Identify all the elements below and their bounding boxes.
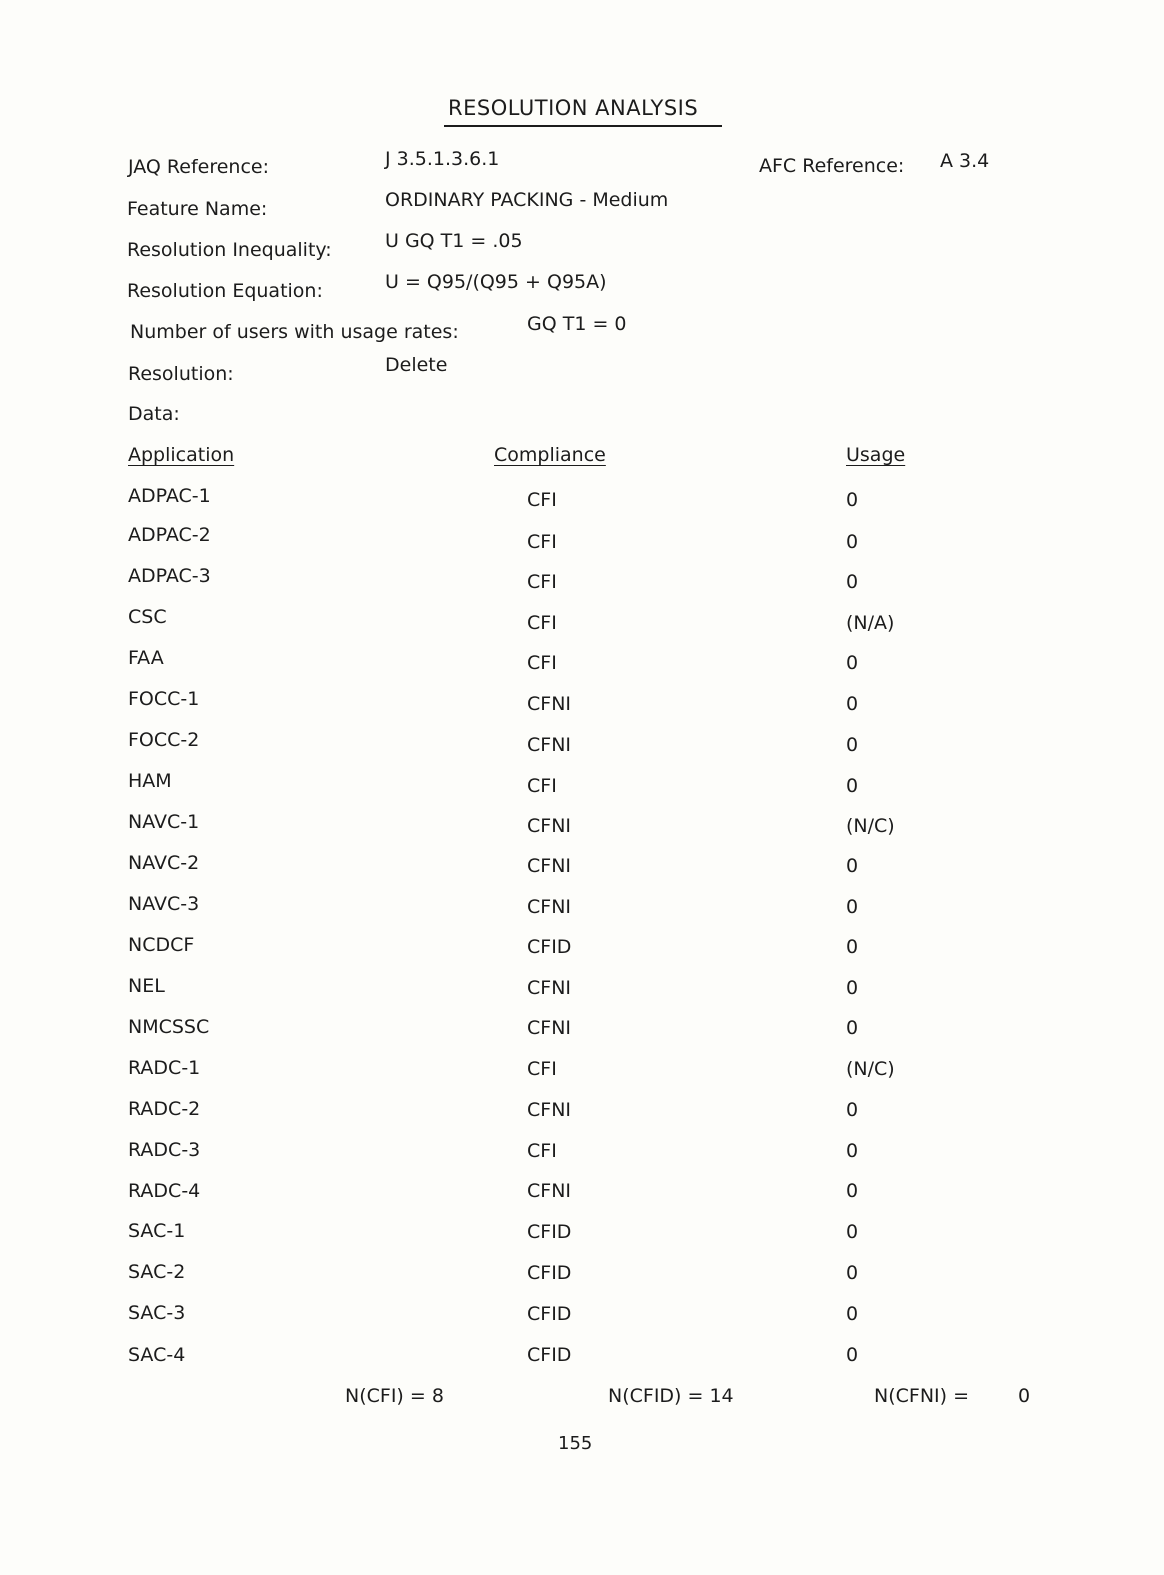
usage-cell: 0 [846, 896, 859, 918]
usage-cell: 0 [846, 734, 859, 756]
compliance-cell: CFI [527, 531, 557, 553]
total-cfni-value: 0 [1018, 1385, 1031, 1407]
afc-reference-value: A 3.4 [940, 150, 990, 172]
compliance-cell: CFNI [527, 734, 572, 756]
resolution-inequality-label: Resolution Inequality: [127, 239, 332, 261]
resolution-equation-label: Resolution Equation: [127, 280, 323, 302]
application-cell: RADC-2 [128, 1098, 201, 1120]
compliance-cell: CFNI [527, 855, 572, 877]
application-cell: SAC-2 [128, 1261, 186, 1283]
column-header-application: Application [128, 444, 235, 466]
usage-cell: 0 [846, 693, 859, 715]
jaq-reference-label: JAQ Reference: [128, 156, 270, 178]
usage-cell: 0 [846, 977, 859, 999]
application-cell: ADPAC-3 [128, 565, 211, 587]
compliance-cell: CFNI [527, 815, 572, 837]
compliance-cell: CFNI [527, 977, 572, 999]
column-header-usage: Usage [846, 444, 906, 466]
application-cell: NAVC-1 [128, 811, 200, 833]
application-cell: NAVC-2 [128, 852, 200, 874]
usage-cell: 0 [846, 1344, 859, 1366]
compliance-cell: CFI [527, 1058, 557, 1080]
application-cell: CSC [128, 606, 167, 628]
compliance-cell: CFNI [527, 896, 572, 918]
usage-cell: 0 [846, 1221, 859, 1243]
application-cell: RADC-1 [128, 1057, 201, 1079]
application-cell: FOCC-2 [128, 729, 200, 751]
resolution-label: Resolution: [128, 363, 234, 385]
users-usage-label: Number of users with usage rates: [130, 321, 459, 343]
usage-cell: 0 [846, 489, 859, 511]
application-cell: HAM [128, 770, 172, 792]
total-cfni-label: N(CFNI) = [874, 1385, 970, 1407]
usage-cell: 0 [846, 1303, 859, 1325]
usage-cell: 0 [846, 652, 859, 674]
feature-name-label: Feature Name: [127, 198, 268, 220]
column-header-compliance: Compliance [494, 444, 606, 466]
application-cell: NAVC-3 [128, 893, 200, 915]
application-cell: SAC-4 [128, 1344, 186, 1366]
usage-cell: 0 [846, 936, 859, 958]
compliance-cell: CFNI [527, 1180, 572, 1202]
compliance-cell: CFI [527, 652, 557, 674]
page-title: RESOLUTION ANALYSIS [448, 96, 699, 120]
title-underline [444, 125, 722, 127]
afc-reference-label: AFC Reference: [759, 155, 905, 177]
feature-name-value: ORDINARY PACKING - Medium [385, 189, 669, 211]
compliance-cell: CFID [527, 1303, 572, 1325]
usage-cell: 0 [846, 531, 859, 553]
usage-cell: 0 [846, 1017, 859, 1039]
jaq-reference-value: J 3.5.1.3.6.1 [385, 148, 500, 170]
application-cell: SAC-3 [128, 1302, 186, 1324]
usage-cell: 0 [846, 571, 859, 593]
compliance-cell: CFNI [527, 693, 572, 715]
resolution-value: Delete [385, 354, 448, 376]
compliance-cell: CFI [527, 489, 557, 511]
page-number: 155 [558, 1433, 593, 1454]
application-cell: NCDCF [128, 934, 195, 956]
usage-cell: (N/A) [846, 612, 895, 634]
application-cell: RADC-3 [128, 1139, 201, 1161]
resolution-equation-value: U = Q95/(Q95 + Q95A) [385, 271, 607, 293]
resolution-inequality-value: U GQ T1 = .05 [385, 230, 523, 252]
compliance-cell: CFNI [527, 1099, 572, 1121]
compliance-cell: CFID [527, 1262, 572, 1284]
total-cfi: N(CFI) = 8 [345, 1385, 444, 1407]
compliance-cell: CFI [527, 1140, 557, 1162]
compliance-cell: CFI [527, 775, 557, 797]
usage-cell: 0 [846, 1099, 859, 1121]
application-cell: SAC-1 [128, 1220, 186, 1242]
usage-cell: (N/C) [846, 815, 895, 837]
usage-cell: 0 [846, 1262, 859, 1284]
total-cfid: N(CFID) = 14 [608, 1385, 734, 1407]
compliance-cell: CFI [527, 571, 557, 593]
usage-cell: 0 [846, 1140, 859, 1162]
application-cell: ADPAC-1 [128, 485, 211, 507]
application-cell: NMCSSC [128, 1016, 210, 1038]
application-cell: ADPAC-2 [128, 524, 211, 546]
compliance-cell: CFNI [527, 1017, 572, 1039]
compliance-cell: CFID [527, 1344, 572, 1366]
usage-cell: 0 [846, 855, 859, 877]
data-label: Data: [128, 403, 180, 425]
application-cell: NEL [128, 975, 165, 997]
compliance-cell: CFID [527, 936, 572, 958]
application-cell: FAA [128, 647, 164, 669]
usage-cell: 0 [846, 775, 859, 797]
compliance-cell: CFI [527, 612, 557, 634]
users-usage-value: GQ T1 = 0 [527, 313, 627, 335]
usage-cell: (N/C) [846, 1058, 895, 1080]
application-cell: RADC-4 [128, 1180, 201, 1202]
usage-cell: 0 [846, 1180, 859, 1202]
application-cell: FOCC-1 [128, 688, 200, 710]
compliance-cell: CFID [527, 1221, 572, 1243]
